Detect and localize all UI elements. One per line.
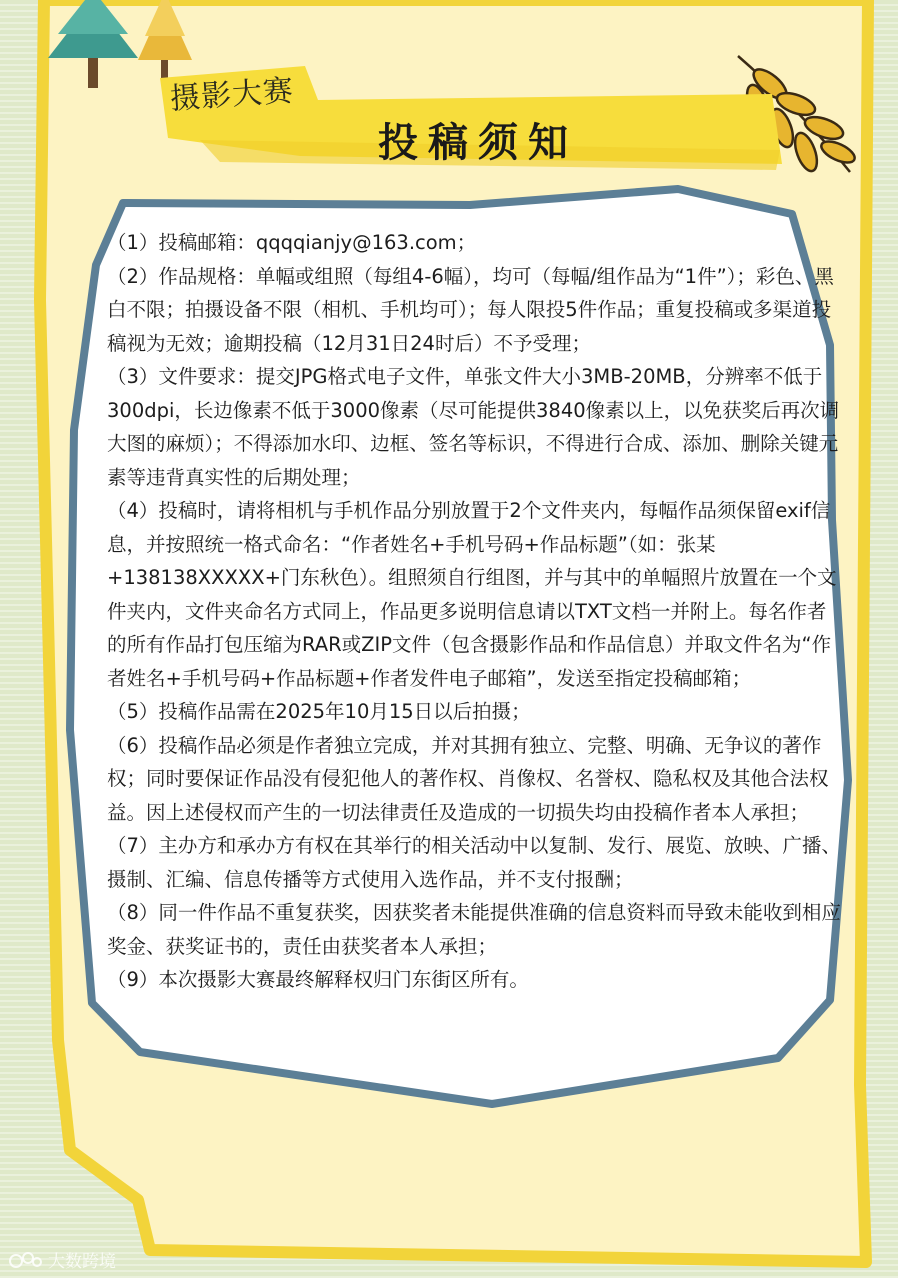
watermark-logo-icon [8,1250,42,1270]
rule-item: （7）主办方和承办方有权在其举行的相关活动中以复制、发行、展览、放映、广播、摄制、汇编、信息传播等方式使用入选作品，并不支付报酬； [107,834,841,891]
watermark-text: 大数跨境 [48,1252,116,1272]
rule-item: （6）投稿作品必须是作者独立完成，并对其拥有独立、完整、明确、无争议的著作权；同时要保证作品没有侵犯他人的著作权、肖像权、名誉权、隐私权及其他合法权益。因上述侵权而产生的一切法律责任及造成的一切损失均由投稿作者本人承担； [107,733,829,824]
rule-item: （3）文件要求：提交JPG格式电子文件，单张文件大小3MB-20MB，分辨率不低于300dpi，长边像素不低于3000像素（尽可能提供3840像素以上，以免获奖后再次调大图的麻烦）；不得添加水印、边框、签名等标识，不得进行合成、添加、删除关键元素等违背真实性的后期处理； [107,365,840,489]
watermark [8,1247,116,1272]
rule-item: （5）投稿作品需在2025年10月15日以后拍摄； [107,700,531,723]
rule-item: （1）投稿邮箱：qqqqianjy@163.com； [107,231,477,254]
page-title: 投稿须知 [378,120,578,166]
rules-list [107,226,843,997]
rule-item: （2）作品规格：单幅或组照（每组4-6幅），均可（每幅/组作品为“1件”）；彩色、黑白不限；拍摄设备不限（相机、手机均可）；每人限投5件作品；重复投稿或多渠道投稿视为无效；逾期投稿（12月31日24时后）不予受理； [107,264,834,355]
rule-item: （4）投稿时，请将相机与手机作品分别放置于2个文件夹内，每幅作品须保留exif信息，并按照统一格式命名：“作者姓名+手机号码+作品标题”（如：张某+138138XXXXX+门东秋色）。组照须自行组图，并与其中的单幅照片放置在一个文件夹内，文件夹命名方式同上，作品更多说明信息请以TXT文档一并附上。每名作者的所有作品打包压缩为RAR或ZIP文件（包含摄影作品和作品信息）并取文件名为“作者姓名+手机号码+作品标题+作者发件电子邮箱”，发送至指定投稿邮箱； [107,499,837,690]
rule-item: （8）同一件作品不重复获奖，因获奖者未能提供准确的信息资料而导致未能收到相应奖金、获奖证书的，责任由获奖者本人承担； [107,901,841,958]
rule-item: （9）本次摄影大赛最终解释权归门东街区所有。 [107,968,529,991]
event-tag: 摄影大赛 [169,73,296,117]
